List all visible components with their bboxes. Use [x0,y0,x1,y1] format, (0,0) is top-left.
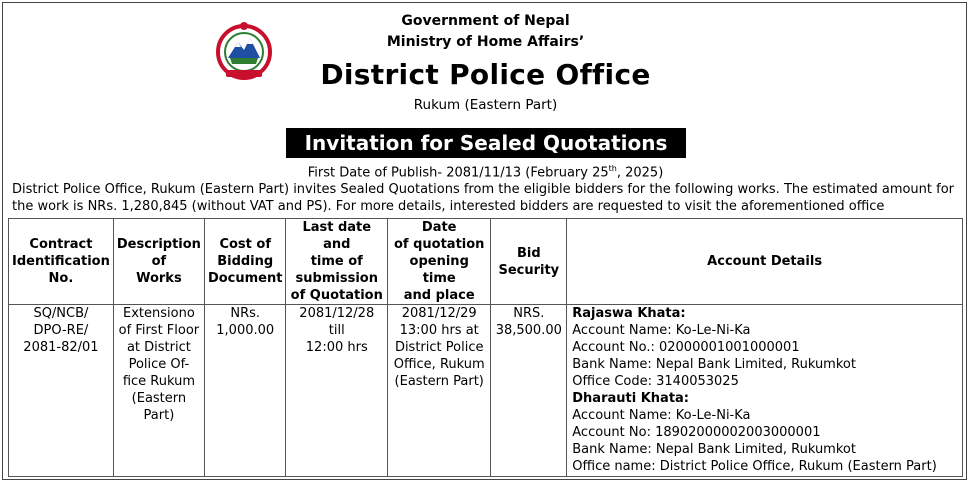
text-line: No. [48,271,74,286]
account-detail-line: Office Code: 3140053025 [572,374,739,389]
publish-date-sup: th [608,164,617,173]
text-line: at District [126,340,191,355]
header-description [113,219,204,305]
text-line: NRS. [513,306,545,321]
text-line: NRs. [230,306,261,321]
account-detail-line: Account No: 18902000002003000001 [572,425,821,440]
text-line: Bid [516,245,541,261]
text-line: 1,000.00 [216,323,275,338]
cell-description [113,305,204,477]
header-last-date [286,219,388,305]
office-location: Rukum (Eastern Part) [413,97,558,113]
cell-cost [204,305,286,477]
quotation-table [8,218,963,477]
text-line: time of [310,254,363,269]
text-line: Works [136,271,182,286]
government-name: Government of Nepal [401,13,570,29]
account-detail-line: Bank Name: Nepal Bank Limited, Rukumkot [572,357,856,372]
text-line: fice Rukum [122,374,195,389]
table-row [9,305,963,477]
text-line: 2081-82/01 [23,340,99,355]
header-opening-date [388,219,491,305]
account-detail-line: Account Name: Ko-Le-Ni-Ka [572,323,751,338]
header-cost [204,219,286,305]
text-line: Bidding [217,254,274,269]
notice-title: Invitation for Sealed Quotations [286,128,686,158]
text-line: 12:00 hrs [305,340,368,355]
text-line: Extensiono [123,306,195,321]
text-line: Contract [29,237,93,252]
text-line: (Eastern [131,391,187,406]
text-line: DPO-RE/ [33,323,89,338]
text-line: Identification [12,254,110,269]
account-section-label: Rajaswa Khata: [572,306,686,321]
publish-date [0,164,971,180]
account-detail-line: Office name: District Police Office, Rukum (Eastern Part) [572,459,937,474]
text-line: 2081/12/28 [299,306,375,321]
text-line: 2081/12/29 [401,306,477,321]
text-line: submission [295,271,378,286]
account-detail-line: Account No.: 02000001001000001 [572,340,800,355]
text-line: of First Floor [118,323,200,338]
office-title: District Police Office [320,58,651,91]
table-header-row [9,219,963,305]
text-line: District Police [394,340,484,355]
publish-date-suffix: , 2025) [616,165,664,181]
cell-last-date [286,305,388,477]
text-line: Security [498,262,560,278]
text-line: Cost of [219,237,271,252]
publish-date-prefix: First Date of Publish- 2081/11/13 (February 25 [307,165,609,181]
text-line: Date [421,220,457,235]
text-line: SQ/NCB/ [33,306,89,321]
cell-contract-id [9,305,114,477]
text-line: of quotation [393,237,485,252]
ministry-name: Ministry of Home Affairs’ [386,34,585,50]
text-line: Document [207,271,283,286]
text-line: of Quotation [290,288,383,303]
text-line: Office, Rukum [393,357,485,372]
intro-paragraph: District Police Office, Rukum (Eastern Part) invites Sealed Quotations from the eligible bidders for the following works. The estimated amount for the work is NRs. 1,280,845 (without VAT and PS). For more details, interested bidders are requested to visit the aforementioned office [12,182,955,214]
cell-account-details [567,305,963,477]
text-line: of [151,254,167,269]
text-line: Last date and [302,220,372,252]
text-line: (Eastern Part) [394,374,484,389]
header-contract-id [9,219,114,305]
text-line: till [328,323,345,338]
text-line: Description [116,237,201,252]
text-line: 38,500.00 [495,323,562,338]
text-line: Account Details [707,254,823,269]
header-account-details [567,219,963,305]
cell-opening [388,305,491,477]
text-line: and place [403,288,475,303]
account-detail-line: Account Name: Ko-Le-Ni-Ka [572,408,751,423]
text-line: 13:00 hrs at [399,323,479,338]
account-section-label: Dharauti Khata: [572,391,690,406]
header-bid-security [491,219,567,305]
text-line: opening time [409,254,469,286]
text-line: Part) [143,408,175,423]
cell-bid-security [491,305,567,477]
account-detail-line: Bank Name: Nepal Bank Limited, Rukumkot [572,442,856,457]
text-line: Police Of- [128,357,190,372]
